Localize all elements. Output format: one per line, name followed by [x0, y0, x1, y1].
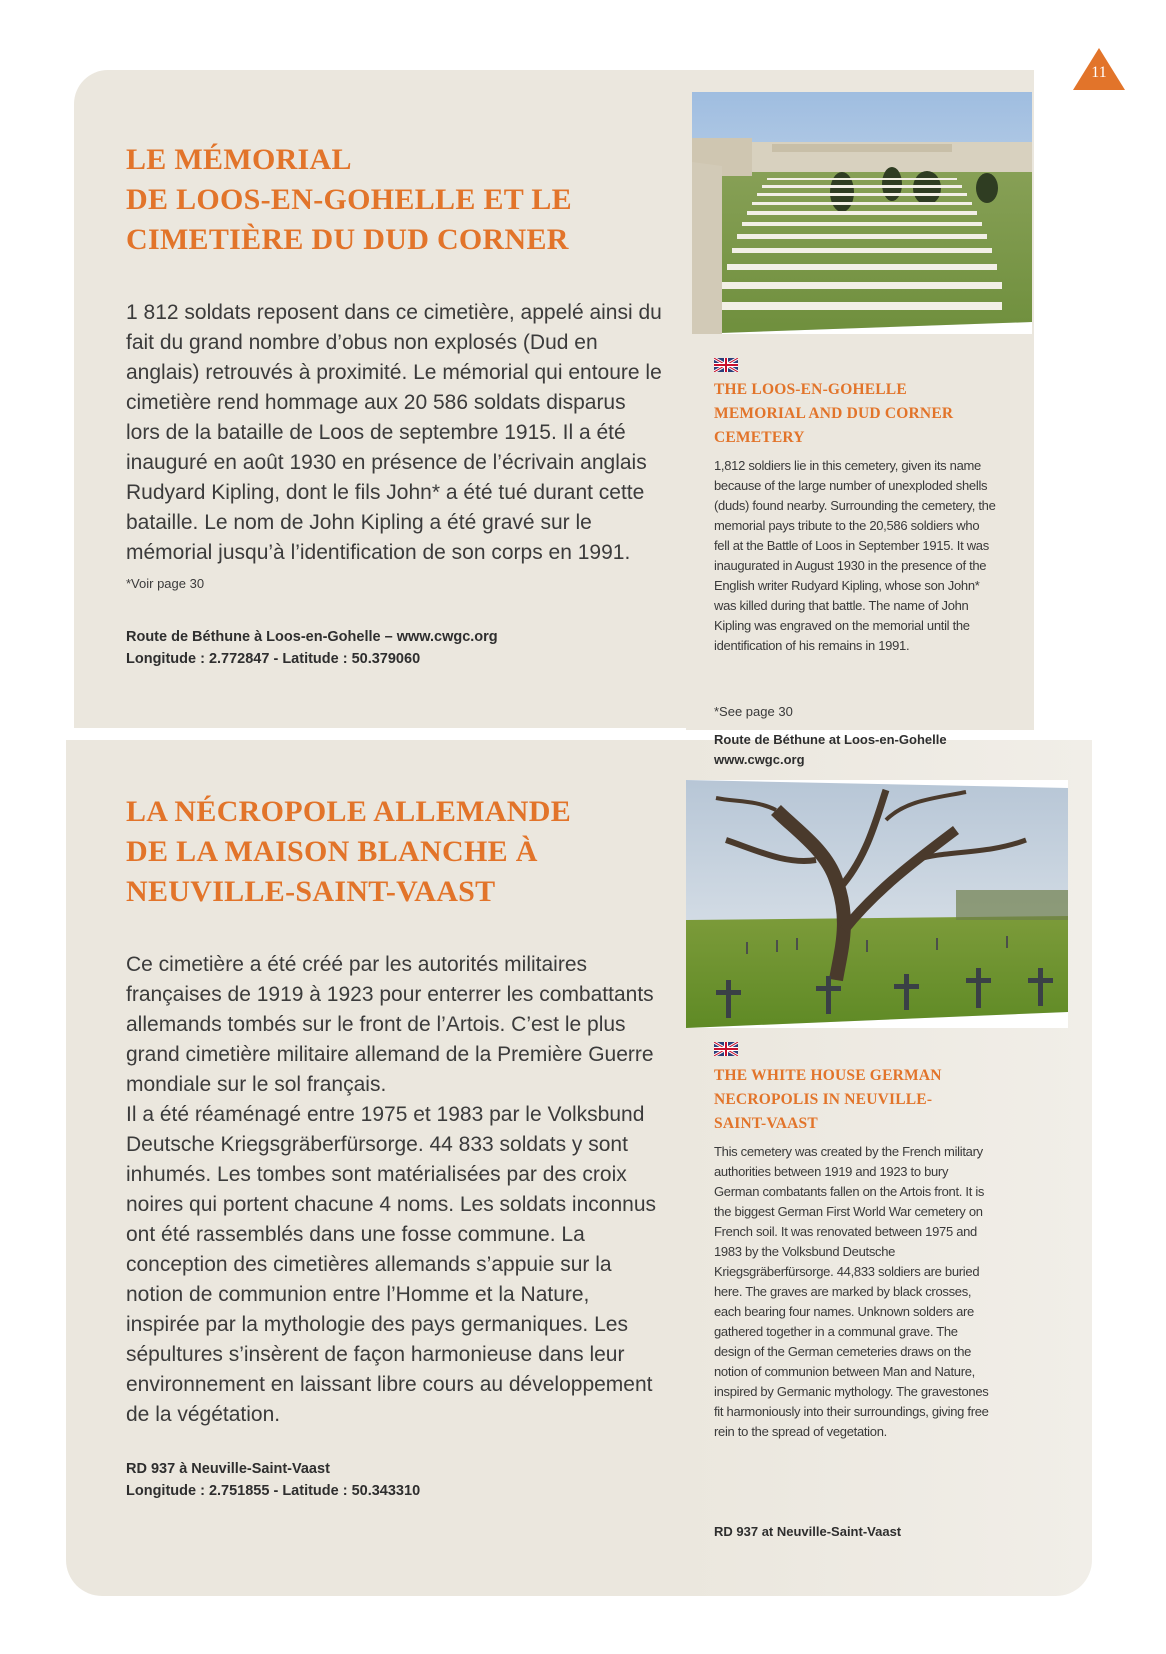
section-2-title	[126, 792, 571, 912]
address-line: Route de Béthune à Loos-en-Gohelle – www.cwgc.org	[126, 629, 498, 645]
uk-flag-icon	[714, 358, 738, 372]
title-line: SAINT-VAAST	[714, 1115, 818, 1132]
panel-separator	[66, 728, 686, 740]
title-line: LE MÉMORIAL	[126, 143, 352, 176]
title-line: CEMETERY	[714, 429, 805, 446]
section-2-en-title	[714, 1064, 1014, 1136]
paragraph: Ce cimetière a été créé par les autorités militaires françaises de 1919 à 1923 pour enterrer les combattants allemands tombés sur le front de l’Artois. C’est le plus grand cimetière militaire allemand de la Première Guerre mondiale sur le sol français.	[126, 953, 654, 1096]
section-1-note-en: *See page 30	[714, 704, 793, 719]
title-line: MEMORIAL AND DUD CORNER	[714, 405, 954, 422]
section-1-title	[126, 140, 572, 260]
title-line: THE WHITE HOUSE GERMAN	[714, 1067, 942, 1084]
necropolis-photo	[686, 780, 1068, 1028]
page-number-badge	[1073, 48, 1125, 90]
uk-flag-icon	[714, 1042, 738, 1056]
section-1-note-fr: *Voir page 30	[126, 576, 205, 591]
address-line: Route de Béthune at Loos-en-Gohelle	[714, 732, 947, 747]
address-line: RD 937 à Neuville-Saint-Vaast	[126, 1461, 330, 1477]
section-1-address-en	[714, 730, 947, 770]
title-line: THE LOOS-EN-GOHELLE	[714, 381, 907, 398]
title-line: DE LA MAISON BLANCHE À	[126, 835, 538, 868]
title-line: CIMETIÈRE DU DUD CORNER	[126, 223, 569, 256]
title-line: DE LOOS-EN-GOHELLE ET LE	[126, 183, 572, 216]
section-2-body-fr	[126, 950, 662, 1430]
paragraph: Il a été réaménagé entre 1975 et 1983 par le Volksbund Deutsche Kriegsgräberfürsorge. 44 833 soldats y sont inhumés. Les tombes sont matérialisées par des croix noires qui portent chacune 4 noms. Les soldats inconnus ont été rassemblés dans une fosse commune. La conception des cimetières allemands s’appuie sur la notion de communion entre l’Homme et la Nature, inspirée par la mythologie des pays germaniques. Les sépultures s’insèrent de façon harmonieuse dans leur environnement en laissant libre cours au développement de la végétation.	[126, 1103, 656, 1426]
section-1-body-en: 1,812 soldiers lie in this cemetery, given its name because of the large number of unexploded shells (duds) found nearby. Surrounding the cemetery, the memorial pays tribute to the 20,586 soldiers who fell at the Battle of Loos in September 1915. It was inaugurated in August 1930 in the presence of the English writer Rudyard Kipling, whose son John* was killed during that battle. The name of John Kipling was engraved on the memorial until the identification of his remains in 1991.	[714, 458, 996, 653]
section-2-address-en: RD 937 at Neuville-Saint-Vaast	[714, 1524, 902, 1539]
title-line: NECROPOLIS IN NEUVILLE-	[714, 1091, 933, 1108]
title-line: NEUVILLE-SAINT-VAAST	[126, 875, 496, 908]
cemetery-photo	[692, 92, 1032, 334]
section-1-en-title	[714, 378, 1014, 450]
title-line: LA NÉCROPOLE ALLEMANDE	[126, 795, 571, 828]
page-number: 11	[1091, 64, 1107, 81]
section-2-address-fr	[126, 1458, 420, 1502]
coordinates-line: Longitude : 2.772847 - Latitude : 50.379060	[126, 651, 421, 667]
coordinates-line: Longitude : 2.751855 - Latitude : 50.343310	[126, 1483, 421, 1499]
section-1-body-fr: 1 812 soldats reposent dans ce cimetière, appelé ainsi du fait du grand nombre d’obus non explosés (Dud en anglais) retrouvés à proximité. Le mémorial qui entoure le cimetière rend hommage aux 20 586 soldats disparus lors de la bataille de Loos de septembre 1915. Il a été inauguré en août 1930 en présence de l’écrivain anglais Rudyard Kipling, dont le fils John* a été tué durant cette bataille. Le nom de John Kipling a été gravé sur le mémorial jusqu’à l’identification de son corps en 1991.	[126, 301, 662, 564]
website-line: www.cwgc.org	[714, 752, 805, 767]
section-2-body-en: This cemetery was created by the French military authorities between 1919 and 1923 to bury German combatants fallen on the Artois front. It is the biggest German First World War cemetery on French soil. It was renovated between 1975 and 1983 by the Volksbund Deutsche Kriegsgräberfürsorge. 44,833 soldiers are buried here. The graves are marked by black crosses, each bearing four names. Unknown solders are gathered together in a communal grave. The design of the German cemeteries draws on the notion of communion between Man and Nature, inspired by Germanic mythology. The gravestones fit harmoniously into their surroundings, giving free rein to the spread of vegetation.	[714, 1144, 989, 1439]
section-1-address-fr	[126, 626, 498, 670]
